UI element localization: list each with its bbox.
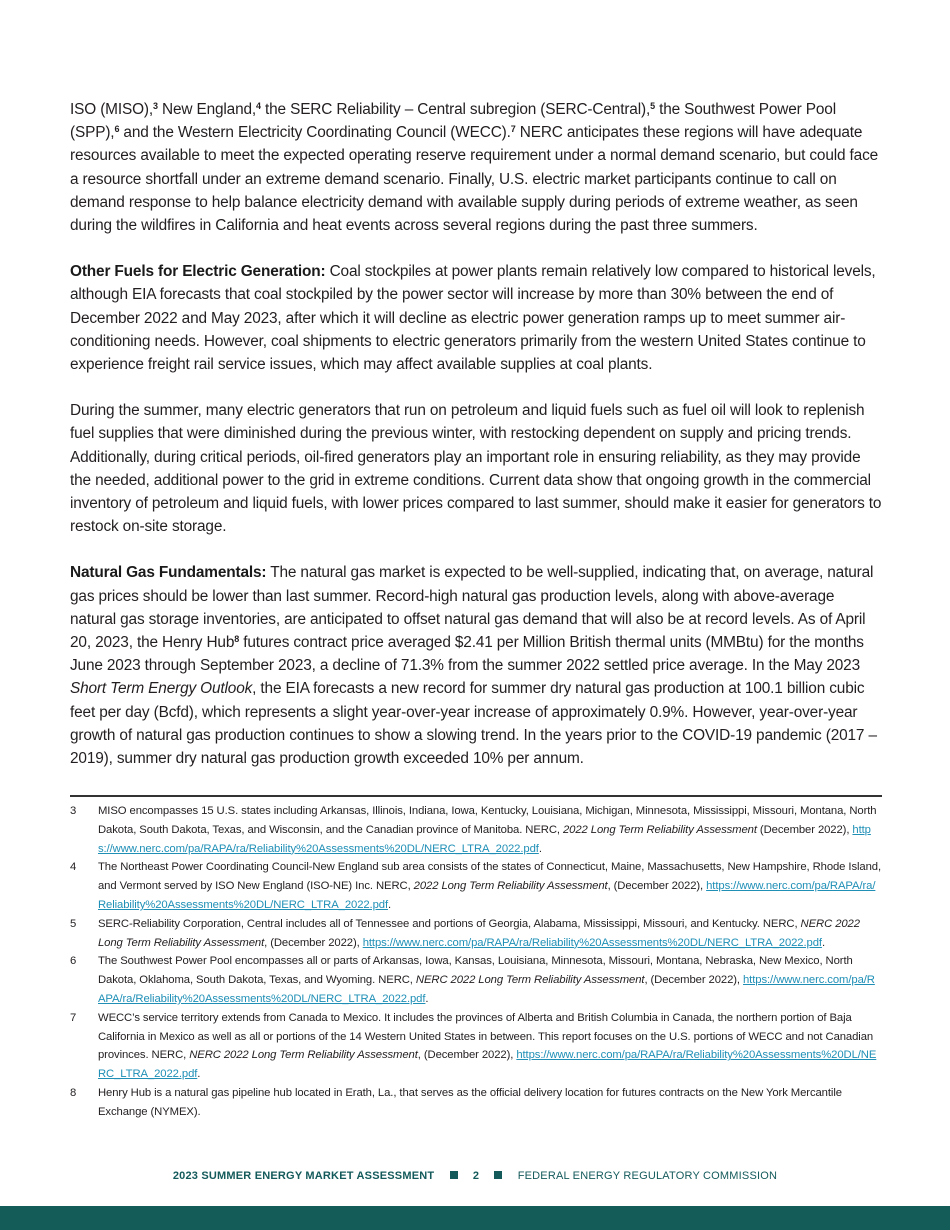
text-run: SERC-Reliability Corporation, Central includes all of Tennessee and portions of Georgia, Alabama, Mississippi, Missouri, and Kentucky. NERC,	[98, 917, 801, 930]
footnote-divider	[70, 795, 882, 797]
footnote-number: 8	[70, 1086, 77, 1099]
text-run: the Southwest Power Pool (SPP),	[70, 101, 836, 142]
paragraph-reserve-adequacy	[70, 98, 882, 237]
text-run: (December 2022),	[756, 823, 853, 836]
footnote-ref[interactable]: 7	[510, 124, 516, 135]
text-run: and the Western Electricity Coordinating Council (WECC).	[119, 124, 511, 142]
footnote-ref[interactable]: 5	[650, 101, 655, 111]
report-title: NERC 2022 Long Term Reliability Assessment	[98, 917, 860, 949]
text-run: .	[821, 936, 825, 949]
publication-title: Short Term Energy Outlook	[70, 680, 253, 698]
text-run: The Northeast Power Coordinating Council-New England sub area consists of the states of Connecticut, Maine, Massachusetts, New Hampshire, Rhode Island, and Vermont served by ISO New England (ISO-NE) Inc. NERC,	[98, 861, 881, 893]
text-run: Henry Hub is a natural gas pipeline hub located in Erath, La., that serves as the official delivery location for futures contracts on the New York Mercantile Exchange (NYMEX).	[98, 1086, 842, 1118]
text-run: NERC anticipates these regions will have adequate resources available to meet the expected operating reserve requirement under a normal demand scenario, but could face a resource shortfall under an extreme demand scenario. Finally, U.S. electric market participants continue to call on demand response to help balance electricity demand with available supply during periods of extreme weather, as seen during the wildfires in California and heat events across several regions during the past three summers.	[70, 124, 879, 235]
footnote-number: 4	[70, 861, 77, 874]
footnote-number: 3	[70, 805, 77, 817]
page-footer	[0, 1170, 950, 1182]
text-run: .	[197, 1068, 201, 1081]
paragraph-natural-gas	[70, 561, 882, 770]
footnote-ref[interactable]: 3	[153, 101, 158, 111]
footnote-link[interactable]: https://www.nerc.com/pa/RAPA/ra/Reliability%20Assessments%20DL/NERC_LTRA_2022.pdf	[98, 1049, 877, 1081]
footnote-number: 6	[70, 955, 77, 968]
text-run: WECC’s service territory extends from Canada to Mexico. It includes the provinces of Alberta and British Columbia in Canada, the northern portion of Baja California in Mexico as well as all or portions of the 14 Western United States in between. This report focuses on the U.S. portions of WECC and not Canadian provinces. NERC,	[98, 1011, 874, 1062]
footnote-text	[98, 802, 882, 858]
footnote-text	[98, 1084, 882, 1122]
text-run: The natural gas market is expected to be well-supplied, indicating that, on average, natural gas prices should be lower than last summer. Record-high natural gas production levels, along with above-average natural gas storage inventories, are anticipated to offset natural gas demand that will also be at record levels. As of April 20, 2023, the Henry Hub	[70, 564, 874, 652]
footnote-ref[interactable]: 8	[234, 634, 240, 645]
body-content	[70, 98, 882, 793]
paragraph-petroleum	[70, 399, 882, 538]
text-run: , (December 2022),	[607, 880, 707, 893]
footnote-item	[70, 952, 882, 1008]
footnote-item	[70, 915, 882, 953]
footnote-text	[98, 915, 882, 953]
footnote-text	[98, 858, 882, 914]
text-run: , the EIA forecasts a new record for summer dry natural gas production at 100.1 billion cubic feet per day (Bcfd), which represents a slight year-over-year increase of approximately 0.9%. However, year-over-year growth of natural gas production continues to show a slowing trend. In the years prior to the COVID-19 pandemic (2017 – 2019), summer dry natural gas production growth exceeded 10% per annum.	[70, 680, 877, 768]
text-run: , (December 2022),	[264, 936, 363, 949]
footnote-number: 5	[70, 917, 77, 930]
square-separator-icon	[450, 1171, 458, 1179]
text-run: New England,	[157, 101, 257, 118]
footer-organization: FEDERAL ENERGY REGULATORY COMMISSION	[517, 1170, 778, 1182]
footnote-item	[70, 802, 882, 858]
text-run: , (December 2022),	[644, 974, 743, 987]
footnote-link[interactable]: https://www.nerc.com/pa/RAPA/ra/Reliability%20Assessments%20DL/NERC_LTRA_2022.pdf	[98, 974, 875, 1005]
report-title: NERC 2022 Long Term Reliability Assessment	[189, 1049, 418, 1062]
text-run: the SERC Reliability – Central subregion (SERC-Central),	[260, 101, 651, 118]
paragraph-other-fuels	[70, 260, 882, 376]
text-run: Coal stockpiles at power plants remain relatively low compared to historical levels, although EIA forecasts that coal stockpiled by the power sector will increase by more than 30% between the end of December 2022 and May 2023, after which it will decline as electric power generation ramps up to meet summer air-conditioning needs. However, coal shipments to electric generators primarily from the western United States continue to experience freight rail service issues, which may affect available supplies at coal plants.	[70, 263, 876, 374]
footer-report-title: 2023 SUMMER ENERGY MARKET ASSESSMENT	[172, 1170, 435, 1182]
report-title: 2022 Long Term Reliability Assessment	[413, 880, 608, 893]
section-heading: Natural Gas Fundamentals:	[70, 564, 267, 582]
footnotes-list	[70, 802, 882, 1122]
text-run: .	[425, 992, 429, 1005]
footnote-item	[70, 1084, 882, 1122]
footnote-ref[interactable]: 6	[114, 124, 120, 135]
square-separator-icon	[494, 1171, 502, 1179]
footnote-ref[interactable]: 4	[256, 101, 261, 111]
footnote-link[interactable]: https://www.nerc.com/pa/RAPA/ra/Reliability%20Assessments%20DL/NERC_LTRA_2022.pdf	[362, 936, 822, 949]
text-run: MISO encompasses 15 U.S. states including Arkansas, Illinois, Indiana, Iowa, Kentucky, Louisiana, Michigan, Minnesota, Mississippi, Missouri, Montana, North Dakota, South Dakota, Texas, and Wisconsin, and the Canadian province of Manitoba. NERC,	[98, 805, 877, 836]
footer-color-band	[0, 1206, 950, 1230]
text-run: futures contract price averaged $2.41 per Million British thermal units (MMBtu) for the months June 2023 through September 2023, a decline of 71.3% from the summer 2022 settled price average. In the May 2023	[70, 634, 864, 675]
footnote-text	[98, 952, 882, 1008]
text-run: , (December 2022),	[417, 1049, 517, 1062]
page-number: 2	[472, 1170, 480, 1182]
footnote-item	[70, 858, 882, 914]
footnote-link[interactable]: https://www.nerc.com/pa/RAPA/ra/Reliability%20Assessments%20DL/NERC_LTRA_2022.pdf	[98, 823, 871, 855]
report-title: NERC 2022 Long Term Reliability Assessment	[415, 974, 645, 987]
footnote-link[interactable]: https://www.nerc.com/pa/RAPA/ra/Reliability%20Assessments%20DL/NERC_LTRA_2022.pdf	[98, 880, 876, 911]
footnote-number: 7	[70, 1011, 77, 1024]
footnote-text	[98, 1009, 882, 1084]
report-title: 2022 Long Term Reliability Assessment	[563, 823, 757, 836]
section-heading: Other Fuels for Electric Generation:	[70, 263, 326, 281]
text-run: .	[388, 898, 392, 911]
text-run: The Southwest Power Pool encompasses all or parts of Arkansas, Iowa, Kansas, Louisiana, Minnesota, Missouri, Montana, Nebraska, New Mexico, North Dakota, Oklahoma, South Dakota, Texas, and Wyoming. NERC,	[98, 955, 853, 987]
text-run: During the summer, many electric generators that run on petroleum and liquid fuels such as fuel oil will look to replenish fuel supplies that were diminished during the previous winter, with restocking dependent on supply and pricing trends. Additionally, during critical periods, oil-fired generators play an important role in ensuring reliability, as they may provide the needed, additional power to the grid in extreme conditions. Current data show that ongoing growth in the commercial inventory of petroleum and liquid fuels, with lower prices compared to last summer, should make it easier for generators to restock on-site storage.	[70, 402, 882, 536]
footnote-item	[70, 1009, 882, 1084]
text-run: .	[538, 842, 542, 855]
text-run: ISO (MISO),	[70, 101, 153, 118]
